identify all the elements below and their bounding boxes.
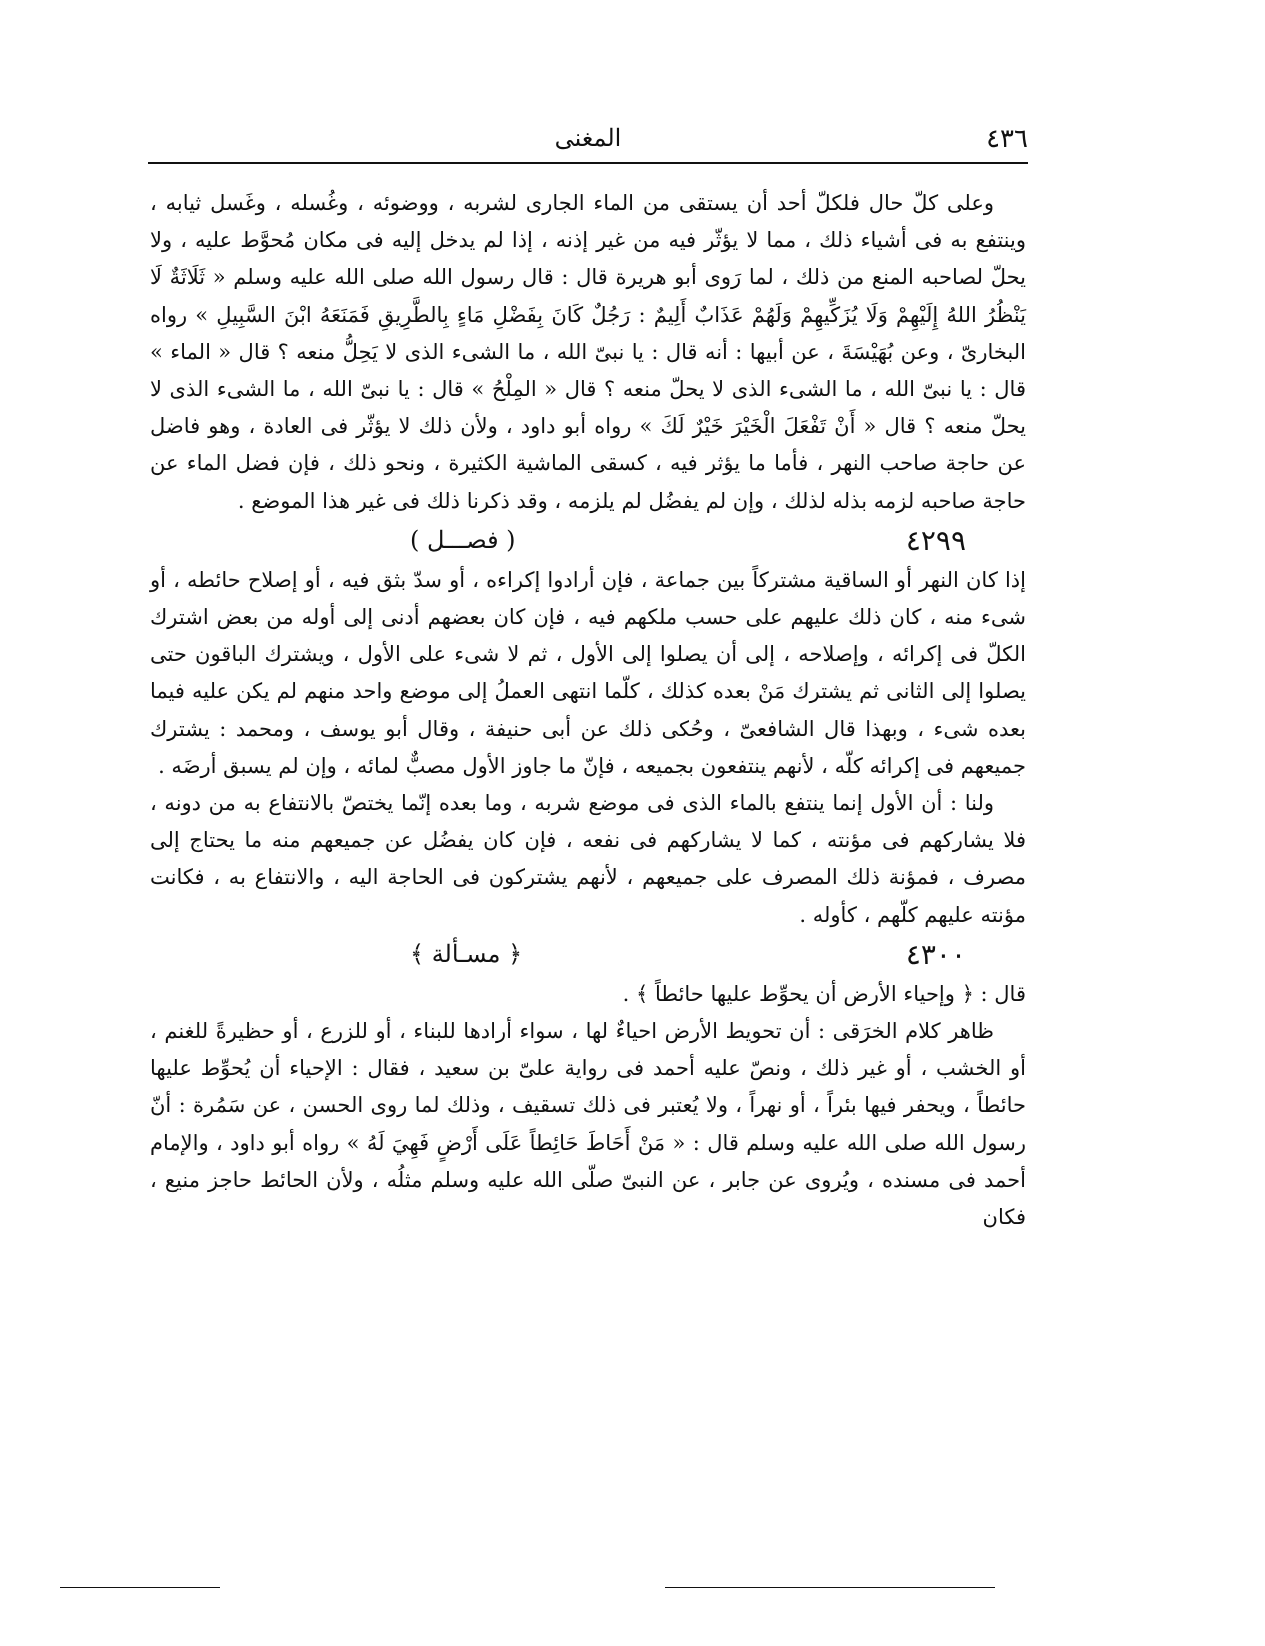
page-body bbox=[150, 185, 1026, 1236]
page-header bbox=[148, 118, 1028, 158]
header-rule bbox=[148, 162, 1028, 164]
footer-rule-right bbox=[665, 1587, 995, 1588]
paragraph: وعلى كلّ حال فلكلّ أحد أن يستقى من الماء الجارى لشربه ، ووضوئه ، وغُسله ، وغَسل ثيابه ، وينتفع به فى أشياء ذلك ، مما لا يؤثّر فيه من غير إذنه ، إذا لم يدخل إليه فى مكان مُحوَّط عليه ، ولا يحلّ لصاحبه المنع من ذلك ، لما رَوى أبو هريرة قال : قال رسول الله صلى الله عليه وسلم « ثَلَاثَةٌ لَا يَنْظُرُ اللهُ إِلَيْهِمْ وَلَا يُزَكِّيهِمْ وَلَهُمْ عَذَابٌ أَلِيمٌ : رَجُلٌ كَانَ بِفَضْلِ مَاءٍ بِالطَّرِيقِ فَمَنَعَهُ ابْنَ السَّبِيلِ » رواه البخارىّ ، وعن بُهَيْسَةَ ، عن أبيها : أنه قال : يا نبىّ الله ، ما الشىء الذى لا يَحِلُّ منعه ؟ قال « الماء » قال : يا نبىّ الله ، ما الشىء الذى لا يحلّ منعه ؟ قال « المِلْحُ » قال : يا نبىّ الله ، ما الشىء الذى لا يحلّ منعه ؟ قال « أَنْ تَفْعَلَ الْخَيْرَ خَيْرٌ لَكَ » رواه أبو داود ، ولأن ذلك لا يؤثّر فى العادة ، وهو فاضل عن حاجة صاحب النهر ، فأما ما يؤثر فيه ، كسقى الماشية الكثيرة ، ونحو ذلك ، فإن فضل الماء عن حاجة صاحبه لزمه بذله لذلك ، وإن لم يفضُل لم يلزمه ، وقد ذكرنا ذلك فى غير هذا الموضع . bbox=[150, 191, 1027, 513]
section-title: ( فصـــل ) bbox=[410, 526, 516, 555]
paragraph: ظاهر كلام الخرَقى : أن تحويط الأرض احياءٌ لها ، سواء أرادها للبناء ، أو للزرع ، أو حظيرةً للغنم ، أو الخشب ، أو غير ذلك ، ونصّ عليه أحمد فى رواية علىّ بن سعيد ، فقال : الإحياء أن يُحوِّط عليها حائطاً ، ويحفر فيها بئراً ، أو نهراً ، ولا يُعتبر فى ذلك تسقيف ، وذلك لما روى الحسن ، عن سَمُرة : أنّ رسول الله صلى الله عليه وسلم قال : « مَنْ أَحَاطَ حَائِطاً عَلَى أَرْضٍ فَهِيَ لَهُ » رواه أبو داود ، والإمام أحمد فى مسنده ، ويُروى عن جابر ، عن النبىّ صلّى الله عليه وسلم مثلُه ، ولأن الحائط حاجز منيع ، فكان bbox=[150, 1019, 1026, 1230]
masala-lead: قال : ﴿ وإحياء الأرض أن يحوِّط عليها حائطاً ﴾ . bbox=[622, 981, 1026, 1006]
section-number: ٤٣٠٠ bbox=[905, 938, 966, 972]
footer-rule-left bbox=[60, 1587, 220, 1588]
running-title: المغنى bbox=[554, 124, 622, 152]
page-number: ٤٣٦ bbox=[986, 124, 1028, 154]
paragraph: إذا كان النهر أو الساقية مشتركاً بين جماعة ، فإن أرادوا إكراءه ، أو سدّ بثق فيه ، أو إصلاح حائطه ، أو شىء منه ، كان ذلك عليهم على حسب ملكهم فيه ، فإن كان بعضهم أدنى إلى أوله من بعض اشترك الكلّ فى إكرائه ، وإصلاحه ، إلى أن يصلوا إلى الأول ، ثم لا شىء على الأول ، ويشترك الباقون حتى يصلوا إلى الثانى ثم يشترك مَنْ بعده كذلك ، كلّما انتهى العملُ إلى موضع واحد منهم لم يكن عليه فيما بعده شىء ، وبهذا قال الشافعىّ ، وحُكى ذلك عن أبى حنيفة ، وقال أبو يوسف ، ومحمد : يشترك جميعهم فى إكرائه كلّه ، لأنهم ينتفعون بجميعه ، فإنّ ما جاوز الأول مصبٌّ لمائه ، وإن لم يسبق أرضَه . bbox=[150, 567, 1026, 778]
section-number: ٤٢٩٩ bbox=[905, 524, 966, 558]
section-heading bbox=[150, 934, 1026, 976]
section-heading bbox=[150, 520, 1026, 562]
paragraph: ولنا : أن الأول إنما ينتفع بالماء الذى فى موضع شربه ، وما بعده إنّما يختصّ بالانتفاع به من دونه ، فلا يشاركهم فى مؤنته ، كما لا يشاركهم فى نفعه ، فإن كان يفضُل عن جميعهم منه ما يحتاج إلى مصرف ، فمؤنة ذلك المصرف على جميعهم ، لأنهم يشتركون فى الحاجة اليه ، والانتفاع به ، فكانت مؤنته عليهم كلّهم ، كأوله . bbox=[150, 791, 1026, 927]
section-title: ﴿ مسـألة ﴾ bbox=[410, 940, 523, 969]
